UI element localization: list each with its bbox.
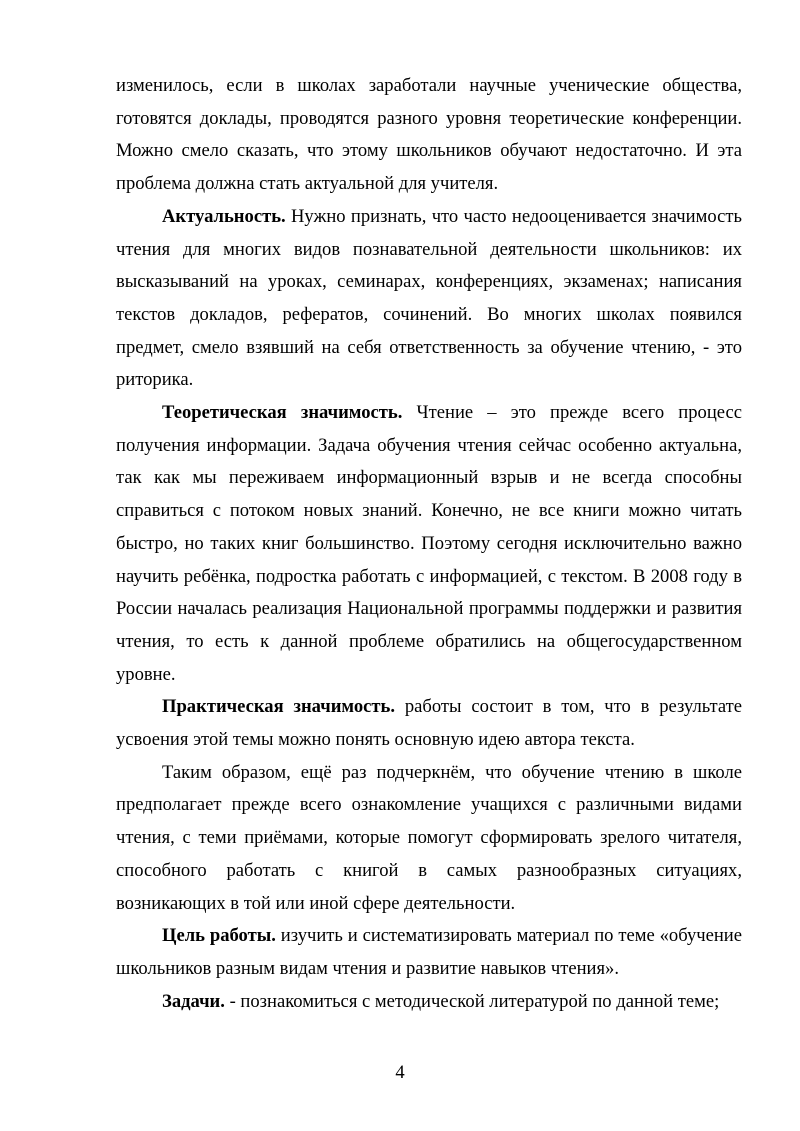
paragraph-heading: Теоретическая значимость. — [162, 402, 403, 424]
paragraph-practical-significance — [116, 691, 742, 756]
paragraph-heading: Практическая значимость. — [162, 696, 396, 718]
paragraph-heading: Актуальность. — [162, 205, 286, 227]
paragraph-heading: Задачи. — [162, 990, 225, 1012]
paragraph-text: работы состоит в том, что в результате усвоения этой темы можно понять основную идею автора текста. — [116, 696, 743, 751]
paragraph-theoretical-significance — [116, 397, 742, 691]
paragraph-text: изменилось, если в школах заработали научные ученические общества, готовятся доклады, проводятся разного уровня теоретические конференции. Можно смело сказать, что этому школьников обучают недостаточно. И эта проблема должна стать актуальной для учителя. — [116, 75, 742, 195]
paragraph-summary — [116, 757, 742, 921]
paragraph-tasks — [116, 986, 742, 1019]
paragraph-text: Таким образом, ещё раз подчеркнём, что обучение чтению в школе предполагает прежде всего ознакомление учащихся с различными видами чтения, с теми приёмами, которые помогут сформировать зрелого читателя, способного работать с книгой в самых разнообразных ситуациях, возникающих в той или иной сфере деятельности. — [116, 761, 742, 914]
paragraph-heading: Цель работы. — [162, 925, 276, 947]
paragraph-text: - познакомиться с методической литературой по данной теме; — [224, 990, 720, 1012]
page-number: 4 — [395, 1062, 405, 1083]
paragraph-relevance — [116, 201, 742, 397]
paragraph-text: Нужно признать, что часто недооценивается значимость чтения для многих видов познавательной деятельности школьников: их высказываний на уроках, семинарах, конференциях, экзаменах; написания текстов докладов, рефератов, сочинений. Во многих школах появился предмет, смело взявший на себя ответственность за обучение чтению, - это риторика. — [116, 205, 742, 391]
paragraph-text: изучить и систематизировать материал по теме «обучение школьников разным видам чтения и развитие навыков чтения». — [116, 925, 743, 979]
paragraph-continuation — [116, 70, 742, 201]
paragraph-goal — [116, 920, 742, 985]
document-body — [116, 70, 742, 1018]
paragraph-text: Чтение – это прежде всего процесс получения информации. Задача обучения чтения сейчас особенно актуальна, так как мы переживаем информационный взрыв и не всегда способны справиться с потоком новых знаний. Конечно, не все книги можно читать быстро, но таких книг большинство. Поэтому сегодня исключительно важно научить ребёнка, подростка работать с информацией, с текстом. В 2008 году в России началась реализация Национальной программы поддержки и развития чтения, то есть к данной проблеме обратились на общегосударственном уровне. — [116, 402, 742, 685]
